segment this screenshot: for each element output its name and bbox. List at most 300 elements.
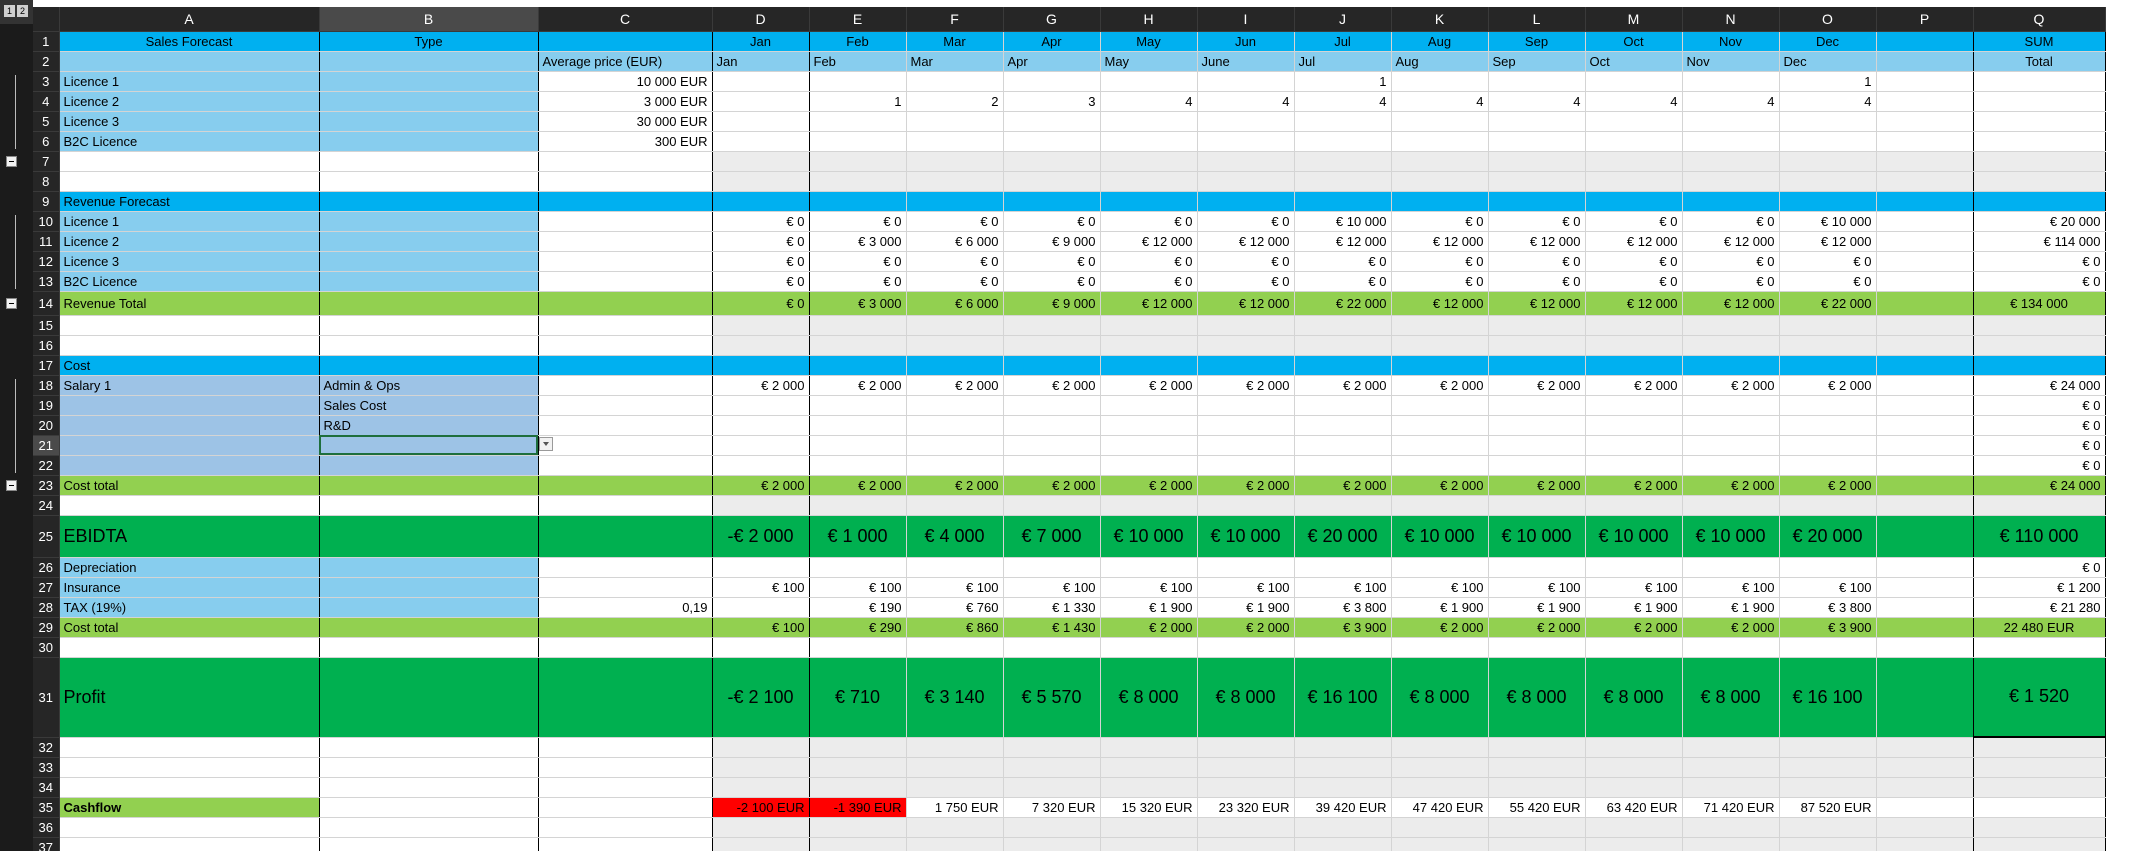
cell-k2[interactable]: Aug — [1391, 51, 1488, 71]
cell-n24[interactable] — [1682, 495, 1779, 515]
cell-j5[interactable] — [1294, 111, 1391, 131]
cell-o13[interactable]: € 0 — [1779, 271, 1876, 291]
cell-p28[interactable] — [1876, 597, 1973, 617]
cell-m10[interactable]: € 0 — [1585, 211, 1682, 231]
cell-l10[interactable]: € 0 — [1488, 211, 1585, 231]
cell-h15[interactable] — [1100, 315, 1197, 335]
cell-d21[interactable] — [712, 435, 809, 455]
cell-d8[interactable] — [712, 171, 809, 191]
cell-q9[interactable] — [1973, 191, 2105, 211]
cell-j19[interactable] — [1294, 395, 1391, 415]
cell-i11[interactable]: € 12 000 — [1197, 231, 1294, 251]
cell-e19[interactable] — [809, 395, 906, 415]
cell-b4[interactable] — [319, 91, 538, 111]
cell-d25[interactable]: -€ 2 000 — [712, 515, 809, 557]
cell-e14[interactable]: € 3 000 — [809, 291, 906, 315]
cell-g16[interactable] — [1003, 335, 1100, 355]
cell-l9[interactable] — [1488, 191, 1585, 211]
revenue-group-collapse-icon[interactable] — [6, 298, 17, 309]
row-header-18[interactable]: 18 — [33, 375, 59, 395]
cell-p30[interactable] — [1876, 637, 1973, 657]
cell-k15[interactable] — [1391, 315, 1488, 335]
cell-i2[interactable]: June — [1197, 51, 1294, 71]
cell-h7[interactable] — [1100, 151, 1197, 171]
cell-g37[interactable] — [1003, 837, 1100, 851]
cell-j9[interactable] — [1294, 191, 1391, 211]
cell-c32[interactable] — [538, 737, 712, 757]
cell-d24[interactable] — [712, 495, 809, 515]
cell-m24[interactable] — [1585, 495, 1682, 515]
cell-j36[interactable] — [1294, 817, 1391, 837]
cell-i20[interactable] — [1197, 415, 1294, 435]
cell-b14[interactable] — [319, 291, 538, 315]
cell-h36[interactable] — [1100, 817, 1197, 837]
cell-o3[interactable]: 1 — [1779, 71, 1876, 91]
cell-c21[interactable] — [538, 435, 712, 455]
cell-b33[interactable] — [319, 757, 538, 777]
column-header-k[interactable]: K — [1391, 7, 1488, 31]
cell-e27[interactable]: € 100 — [809, 577, 906, 597]
cell-c1[interactable] — [538, 31, 712, 51]
cell-c4[interactable]: 3 000 EUR — [538, 91, 712, 111]
cell-h13[interactable]: € 0 — [1100, 271, 1197, 291]
column-header-m[interactable]: M — [1585, 7, 1682, 31]
cell-m27[interactable]: € 100 — [1585, 577, 1682, 597]
cell-n9[interactable] — [1682, 191, 1779, 211]
cell-d3[interactable] — [712, 71, 809, 91]
cell-b17[interactable] — [319, 355, 538, 375]
cell-n16[interactable] — [1682, 335, 1779, 355]
cell-b36[interactable] — [319, 817, 538, 837]
cell-p33[interactable] — [1876, 757, 1973, 777]
row-header-17[interactable]: 17 — [33, 355, 59, 375]
cell-e33[interactable] — [809, 757, 906, 777]
outline-level-1-button[interactable]: 1 — [4, 5, 15, 17]
row-header-7[interactable]: 7 — [33, 151, 59, 171]
cell-o37[interactable] — [1779, 837, 1876, 851]
cell-p5[interactable] — [1876, 111, 1973, 131]
cell-c26[interactable] — [538, 557, 712, 577]
cell-e13[interactable]: € 0 — [809, 271, 906, 291]
cell-m15[interactable] — [1585, 315, 1682, 335]
cell-f4[interactable]: 2 — [906, 91, 1003, 111]
cell-a21[interactable] — [59, 435, 319, 455]
cell-g8[interactable] — [1003, 171, 1100, 191]
cell-i30[interactable] — [1197, 637, 1294, 657]
cell-l7[interactable] — [1488, 151, 1585, 171]
cell-g4[interactable]: 3 — [1003, 91, 1100, 111]
cell-j20[interactable] — [1294, 415, 1391, 435]
cell-e5[interactable] — [809, 111, 906, 131]
cell-q35[interactable] — [1973, 797, 2105, 817]
sales-group-collapse-icon[interactable] — [6, 156, 17, 167]
cell-e22[interactable] — [809, 455, 906, 475]
cell-j24[interactable] — [1294, 495, 1391, 515]
cell-a35[interactable]: Cashflow — [59, 797, 319, 817]
cell-p8[interactable] — [1876, 171, 1973, 191]
cell-f33[interactable] — [906, 757, 1003, 777]
cell-g33[interactable] — [1003, 757, 1100, 777]
cell-l25[interactable]: € 10 000 — [1488, 515, 1585, 557]
cell-a18[interactable]: Salary 1 — [59, 375, 319, 395]
cell-k11[interactable]: € 12 000 — [1391, 231, 1488, 251]
cell-p26[interactable] — [1876, 557, 1973, 577]
cell-l14[interactable]: € 12 000 — [1488, 291, 1585, 315]
cell-l30[interactable] — [1488, 637, 1585, 657]
cell-h17[interactable] — [1100, 355, 1197, 375]
cell-k4[interactable]: 4 — [1391, 91, 1488, 111]
cell-l34[interactable] — [1488, 777, 1585, 797]
cell-n7[interactable] — [1682, 151, 1779, 171]
cell-p4[interactable] — [1876, 91, 1973, 111]
cell-f12[interactable]: € 0 — [906, 251, 1003, 271]
cell-h3[interactable] — [1100, 71, 1197, 91]
cell-o14[interactable]: € 22 000 — [1779, 291, 1876, 315]
cell-g21[interactable] — [1003, 435, 1100, 455]
cell-o27[interactable]: € 100 — [1779, 577, 1876, 597]
cell-o30[interactable] — [1779, 637, 1876, 657]
cell-h2[interactable]: May — [1100, 51, 1197, 71]
cell-c6[interactable]: 300 EUR — [538, 131, 712, 151]
cell-n34[interactable] — [1682, 777, 1779, 797]
row-header-16[interactable]: 16 — [33, 335, 59, 355]
cell-i34[interactable] — [1197, 777, 1294, 797]
cell-j22[interactable] — [1294, 455, 1391, 475]
cell-a3[interactable]: Licence 1 — [59, 71, 319, 91]
cell-m1[interactable]: Oct — [1585, 31, 1682, 51]
cell-p32[interactable] — [1876, 737, 1973, 757]
cell-d27[interactable]: € 100 — [712, 577, 809, 597]
cell-o29[interactable]: € 3 900 — [1779, 617, 1876, 637]
cell-n10[interactable]: € 0 — [1682, 211, 1779, 231]
cell-g5[interactable] — [1003, 111, 1100, 131]
cell-l23[interactable]: € 2 000 — [1488, 475, 1585, 495]
cell-p2[interactable] — [1876, 51, 1973, 71]
cell-a4[interactable]: Licence 2 — [59, 91, 319, 111]
cell-h4[interactable]: 4 — [1100, 91, 1197, 111]
cell-p3[interactable] — [1876, 71, 1973, 91]
cell-g9[interactable] — [1003, 191, 1100, 211]
cell-d18[interactable]: € 2 000 — [712, 375, 809, 395]
cell-g6[interactable] — [1003, 131, 1100, 151]
cell-j37[interactable] — [1294, 837, 1391, 851]
cell-j16[interactable] — [1294, 335, 1391, 355]
row-header-25[interactable]: 25 — [33, 515, 59, 557]
cell-l16[interactable] — [1488, 335, 1585, 355]
cell-a24[interactable] — [59, 495, 319, 515]
cell-o32[interactable] — [1779, 737, 1876, 757]
cell-n27[interactable]: € 100 — [1682, 577, 1779, 597]
cell-j11[interactable]: € 12 000 — [1294, 231, 1391, 251]
cell-f22[interactable] — [906, 455, 1003, 475]
cell-i35[interactable]: 23 320 EUR — [1197, 797, 1294, 817]
cell-c17[interactable] — [538, 355, 712, 375]
cell-q13[interactable]: € 0 — [1973, 271, 2105, 291]
cell-k26[interactable] — [1391, 557, 1488, 577]
cell-k32[interactable] — [1391, 737, 1488, 757]
cell-p27[interactable] — [1876, 577, 1973, 597]
cell-b26[interactable] — [319, 557, 538, 577]
cell-h29[interactable]: € 2 000 — [1100, 617, 1197, 637]
row-header-35[interactable]: 35 — [33, 797, 59, 817]
cell-i36[interactable] — [1197, 817, 1294, 837]
cell-h8[interactable] — [1100, 171, 1197, 191]
column-header-j[interactable]: J — [1294, 7, 1391, 31]
cell-j7[interactable] — [1294, 151, 1391, 171]
cell-k6[interactable] — [1391, 131, 1488, 151]
cell-b22[interactable] — [319, 455, 538, 475]
cell-q10[interactable]: € 20 000 — [1973, 211, 2105, 231]
cell-g19[interactable] — [1003, 395, 1100, 415]
cell-n8[interactable] — [1682, 171, 1779, 191]
cell-g14[interactable]: € 9 000 — [1003, 291, 1100, 315]
cell-q17[interactable] — [1973, 355, 2105, 375]
cell-p34[interactable] — [1876, 777, 1973, 797]
cell-m21[interactable] — [1585, 435, 1682, 455]
cell-n18[interactable]: € 2 000 — [1682, 375, 1779, 395]
cell-c28[interactable]: 0,19 — [538, 597, 712, 617]
cell-o5[interactable] — [1779, 111, 1876, 131]
cell-k37[interactable] — [1391, 837, 1488, 851]
cell-f27[interactable]: € 100 — [906, 577, 1003, 597]
cell-j6[interactable] — [1294, 131, 1391, 151]
cell-m5[interactable] — [1585, 111, 1682, 131]
cell-e3[interactable] — [809, 71, 906, 91]
cell-d17[interactable] — [712, 355, 809, 375]
cell-m3[interactable] — [1585, 71, 1682, 91]
cell-h35[interactable]: 15 320 EUR — [1100, 797, 1197, 817]
cell-m20[interactable] — [1585, 415, 1682, 435]
cell-d28[interactable] — [712, 597, 809, 617]
cell-g25[interactable]: € 7 000 — [1003, 515, 1100, 557]
cell-m36[interactable] — [1585, 817, 1682, 837]
cell-g30[interactable] — [1003, 637, 1100, 657]
cell-d12[interactable]: € 0 — [712, 251, 809, 271]
cell-p10[interactable] — [1876, 211, 1973, 231]
cell-k36[interactable] — [1391, 817, 1488, 837]
cell-n32[interactable] — [1682, 737, 1779, 757]
row-header-28[interactable]: 28 — [33, 597, 59, 617]
cell-a34[interactable] — [59, 777, 319, 797]
cell-l5[interactable] — [1488, 111, 1585, 131]
cell-j8[interactable] — [1294, 171, 1391, 191]
cell-l35[interactable]: 55 420 EUR — [1488, 797, 1585, 817]
cell-q37[interactable] — [1973, 837, 2105, 851]
cell-k19[interactable] — [1391, 395, 1488, 415]
cell-q32[interactable] — [1973, 737, 2105, 757]
cell-a19[interactable] — [59, 395, 319, 415]
cell-q2[interactable]: Total — [1973, 51, 2105, 71]
cell-g36[interactable] — [1003, 817, 1100, 837]
cell-c23[interactable] — [538, 475, 712, 495]
cell-b20[interactable]: R&D — [319, 415, 538, 435]
cell-q1[interactable]: SUM — [1973, 31, 2105, 51]
cell-h27[interactable]: € 100 — [1100, 577, 1197, 597]
cell-l28[interactable]: € 1 900 — [1488, 597, 1585, 617]
cell-b21[interactable] — [319, 435, 538, 455]
cell-i1[interactable]: Jun — [1197, 31, 1294, 51]
cell-h19[interactable] — [1100, 395, 1197, 415]
cell-n35[interactable]: 71 420 EUR — [1682, 797, 1779, 817]
cell-l18[interactable]: € 2 000 — [1488, 375, 1585, 395]
cell-e21[interactable] — [809, 435, 906, 455]
cell-m6[interactable] — [1585, 131, 1682, 151]
cell-h18[interactable]: € 2 000 — [1100, 375, 1197, 395]
cell-n5[interactable] — [1682, 111, 1779, 131]
cell-n23[interactable]: € 2 000 — [1682, 475, 1779, 495]
cell-f3[interactable] — [906, 71, 1003, 91]
cell-d33[interactable] — [712, 757, 809, 777]
cell-a23[interactable]: Cost total — [59, 475, 319, 495]
cell-g3[interactable] — [1003, 71, 1100, 91]
cell-c31[interactable] — [538, 657, 712, 737]
cell-k13[interactable]: € 0 — [1391, 271, 1488, 291]
cell-f8[interactable] — [906, 171, 1003, 191]
cell-f5[interactable] — [906, 111, 1003, 131]
cell-q14[interactable]: € 134 000 — [1973, 291, 2105, 315]
cell-c29[interactable] — [538, 617, 712, 637]
cell-j12[interactable]: € 0 — [1294, 251, 1391, 271]
cell-n19[interactable] — [1682, 395, 1779, 415]
cell-d11[interactable]: € 0 — [712, 231, 809, 251]
cell-j29[interactable]: € 3 900 — [1294, 617, 1391, 637]
cell-f16[interactable] — [906, 335, 1003, 355]
cell-g32[interactable] — [1003, 737, 1100, 757]
cell-a17[interactable]: Cost — [59, 355, 319, 375]
cell-f19[interactable] — [906, 395, 1003, 415]
cell-n22[interactable] — [1682, 455, 1779, 475]
row-header-27[interactable]: 27 — [33, 577, 59, 597]
cell-q21[interactable]: € 0 — [1973, 435, 2105, 455]
cell-l13[interactable]: € 0 — [1488, 271, 1585, 291]
cell-d2[interactable]: Jan — [712, 51, 809, 71]
cell-f7[interactable] — [906, 151, 1003, 171]
cell-f30[interactable] — [906, 637, 1003, 657]
cell-l11[interactable]: € 12 000 — [1488, 231, 1585, 251]
cell-o18[interactable]: € 2 000 — [1779, 375, 1876, 395]
cell-q20[interactable]: € 0 — [1973, 415, 2105, 435]
row-header-29[interactable]: 29 — [33, 617, 59, 637]
cell-h11[interactable]: € 12 000 — [1100, 231, 1197, 251]
cell-d23[interactable]: € 2 000 — [712, 475, 809, 495]
cell-e6[interactable] — [809, 131, 906, 151]
cell-e16[interactable] — [809, 335, 906, 355]
cell-k34[interactable] — [1391, 777, 1488, 797]
cell-h10[interactable]: € 0 — [1100, 211, 1197, 231]
cell-p16[interactable] — [1876, 335, 1973, 355]
cell-i27[interactable]: € 100 — [1197, 577, 1294, 597]
cell-g35[interactable]: 7 320 EUR — [1003, 797, 1100, 817]
cell-f17[interactable] — [906, 355, 1003, 375]
row-header-8[interactable]: 8 — [33, 171, 59, 191]
cell-d13[interactable]: € 0 — [712, 271, 809, 291]
cell-q36[interactable] — [1973, 817, 2105, 837]
row-header-26[interactable]: 26 — [33, 557, 59, 577]
cell-i24[interactable] — [1197, 495, 1294, 515]
cell-k29[interactable]: € 2 000 — [1391, 617, 1488, 637]
dropdown-arrow-icon[interactable] — [539, 437, 553, 451]
cell-i29[interactable]: € 2 000 — [1197, 617, 1294, 637]
cell-k28[interactable]: € 1 900 — [1391, 597, 1488, 617]
cell-g18[interactable]: € 2 000 — [1003, 375, 1100, 395]
cell-f37[interactable] — [906, 837, 1003, 851]
cell-d7[interactable] — [712, 151, 809, 171]
cell-p14[interactable] — [1876, 291, 1973, 315]
cell-o10[interactable]: € 10 000 — [1779, 211, 1876, 231]
cell-e7[interactable] — [809, 151, 906, 171]
cell-o34[interactable] — [1779, 777, 1876, 797]
cell-l32[interactable] — [1488, 737, 1585, 757]
row-header-10[interactable]: 10 — [33, 211, 59, 231]
cell-a13[interactable]: B2C Licence — [59, 271, 319, 291]
cell-i4[interactable]: 4 — [1197, 91, 1294, 111]
cell-j3[interactable]: 1 — [1294, 71, 1391, 91]
cell-d29[interactable]: € 100 — [712, 617, 809, 637]
cell-f9[interactable] — [906, 191, 1003, 211]
cell-j34[interactable] — [1294, 777, 1391, 797]
cell-h9[interactable] — [1100, 191, 1197, 211]
cell-a33[interactable] — [59, 757, 319, 777]
cell-l3[interactable] — [1488, 71, 1585, 91]
cell-e1[interactable]: Feb — [809, 31, 906, 51]
cell-k24[interactable] — [1391, 495, 1488, 515]
cell-e9[interactable] — [809, 191, 906, 211]
cell-c7[interactable] — [538, 151, 712, 171]
column-header-p[interactable]: P — [1876, 7, 1973, 31]
cell-e12[interactable]: € 0 — [809, 251, 906, 271]
cell-c8[interactable] — [538, 171, 712, 191]
row-header-15[interactable]: 15 — [33, 315, 59, 335]
cell-h21[interactable] — [1100, 435, 1197, 455]
cell-c10[interactable] — [538, 211, 712, 231]
cell-e23[interactable]: € 2 000 — [809, 475, 906, 495]
cell-q30[interactable] — [1973, 637, 2105, 657]
cell-f35[interactable]: 1 750 EUR — [906, 797, 1003, 817]
cell-m19[interactable] — [1585, 395, 1682, 415]
cell-k31[interactable]: € 8 000 — [1391, 657, 1488, 737]
cell-i17[interactable] — [1197, 355, 1294, 375]
cell-f14[interactable]: € 6 000 — [906, 291, 1003, 315]
cell-j28[interactable]: € 3 800 — [1294, 597, 1391, 617]
cell-n21[interactable] — [1682, 435, 1779, 455]
cell-a26[interactable]: Depreciation — [59, 557, 319, 577]
cell-j27[interactable]: € 100 — [1294, 577, 1391, 597]
cell-o20[interactable] — [1779, 415, 1876, 435]
cell-a7[interactable] — [59, 151, 319, 171]
cell-b35[interactable] — [319, 797, 538, 817]
cell-e8[interactable] — [809, 171, 906, 191]
cell-a15[interactable] — [59, 315, 319, 335]
cell-a29[interactable]: Cost total — [59, 617, 319, 637]
cell-a30[interactable] — [59, 637, 319, 657]
cell-m13[interactable]: € 0 — [1585, 271, 1682, 291]
column-header-e[interactable]: E — [809, 7, 906, 31]
cell-p31[interactable] — [1876, 657, 1973, 737]
cell-c9[interactable] — [538, 191, 712, 211]
cell-j30[interactable] — [1294, 637, 1391, 657]
cell-k27[interactable]: € 100 — [1391, 577, 1488, 597]
cell-n14[interactable]: € 12 000 — [1682, 291, 1779, 315]
cell-m32[interactable] — [1585, 737, 1682, 757]
cell-f15[interactable] — [906, 315, 1003, 335]
cell-e37[interactable] — [809, 837, 906, 851]
row-header-5[interactable]: 5 — [33, 111, 59, 131]
cell-n31[interactable]: € 8 000 — [1682, 657, 1779, 737]
cell-g12[interactable]: € 0 — [1003, 251, 1100, 271]
cell-n15[interactable] — [1682, 315, 1779, 335]
row-header-11[interactable]: 11 — [33, 231, 59, 251]
cell-p25[interactable] — [1876, 515, 1973, 557]
